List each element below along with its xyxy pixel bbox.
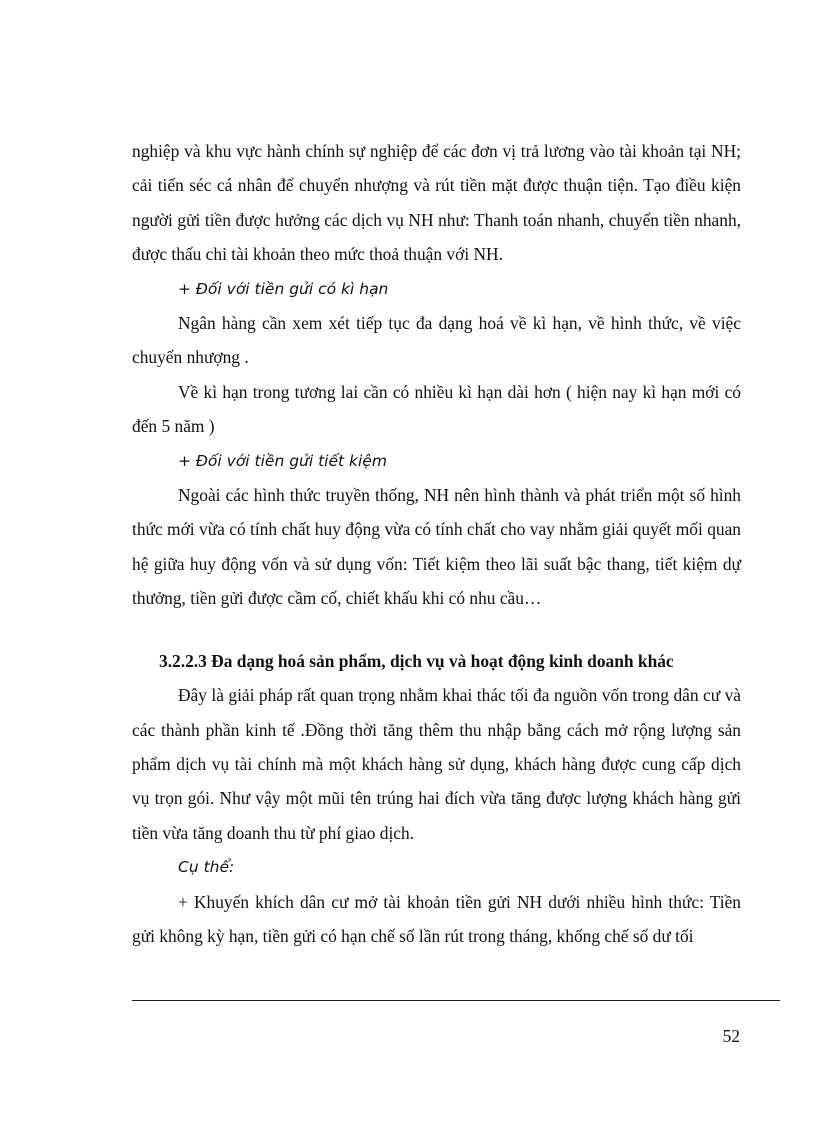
body-paragraph: Về kì hạn trong tương lai cần có nhiều kì hạn dài hơn ( hiện nay kì hạn mới có đến 5 năm ): [132, 381, 741, 437]
body-paragraph: Đây là giải pháp rất quan trọng nhằm khai thác tối đa nguồn vốn trong dân cư và các thành phần kinh tế .Đồng thời tăng thêm thu nhập bằng cách mở rộng lượng sản phẩm dịch vụ tài chính mà một khách hàng sử dụng, khách hàng được cung cấp dịch vụ trọn gói. Như vậy một mũi tên trúng hai đích vừa tăng được lượng khách hàng gửi tiền vừa tăng doanh thu từ phí giao dịch.: [132, 685, 741, 843]
page-body: [132, 134, 741, 953]
body-paragraph: + Khuyến khích dân cư mở tài khoản tiền gửi NH dưới nhiều hình thức: Tiền gửi không kỳ hạn, tiền gửi có hạn chế số lần rút trong tháng, khống chế số dư tối: [132, 891, 741, 946]
footer-divider: [132, 1000, 780, 1001]
body-paragraph: nghiệp và khu vực hành chính sự nghiệp để các đơn vị trả lương vào tài khoản tại NH; cải tiến séc cá nhân để chuyển nhượng và rút tiền mặt được thuận tiện. Tạo điều kiện người gửi tiền được hưởng các dịch vụ NH như: Thanh toán nhanh, chuyển tiền nhanh, được thấu chi tài khoản theo mức thoả thuận với NH.: [132, 141, 741, 265]
subheading-savings-deposits: + Đối với tiền gửi tiết kiệm: [178, 451, 387, 470]
body-paragraph: Ngoài các hình thức truyền thống, NH nên hình thành và phát triển một số hình thức mới vừa có tính chất huy động vừa có tính chất cho vay nhằm giải quyết mối quan hệ giữa huy động vốn và sử dụng vốn: Tiết kiệm theo lãi suất bậc thang, tiết kiệm dự thưởng, tiền gửi được cầm cố, chiết khấu khi có nhu cầu…: [132, 485, 741, 609]
page-number: 52: [722, 1026, 740, 1046]
subheading-term-deposits: + Đối với tiền gửi có kì hạn: [178, 279, 389, 298]
subheading-specifics: Cụ thể:: [178, 858, 235, 877]
body-paragraph: Ngân hàng cần xem xét tiếp tục đa dạng hoá về kì hạn, về hình thức, về việc chuyển nhượng .: [132, 313, 741, 368]
section-heading: 3.2.2.3 Đa dạng hoá sản phẩm, dịch vụ và hoạt động kinh doanh khác: [159, 650, 674, 671]
